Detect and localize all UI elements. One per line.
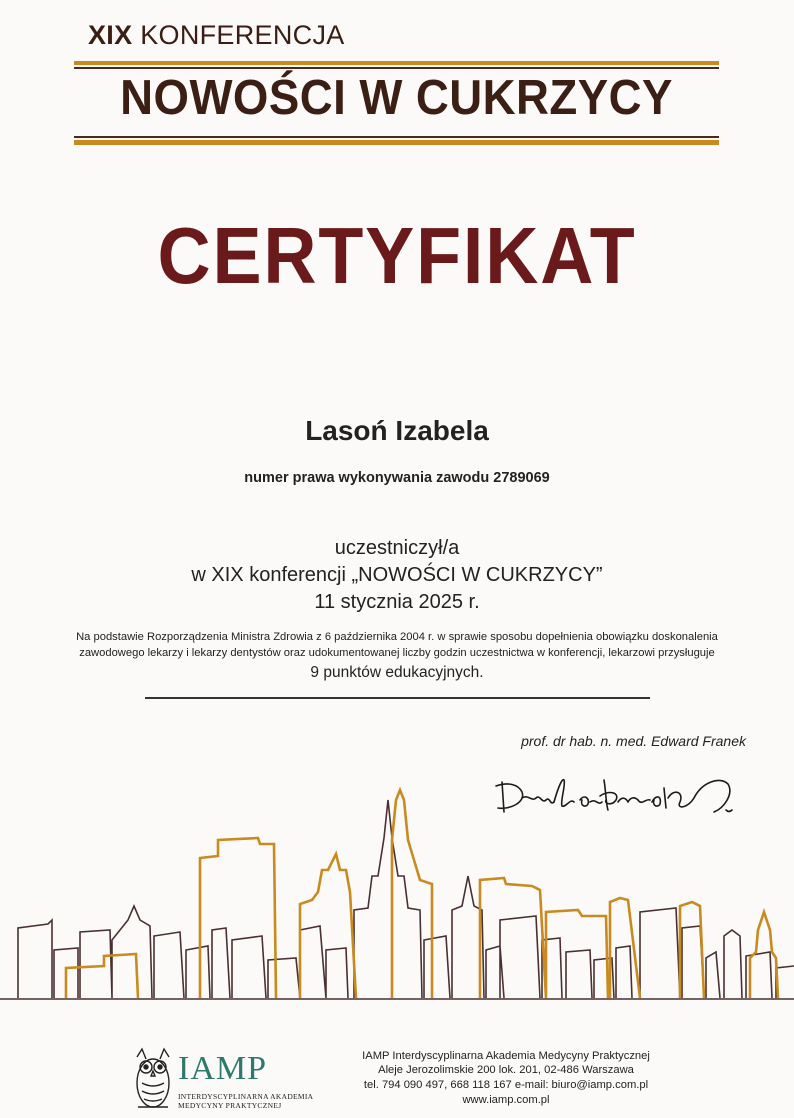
conference-number-heading — [88, 20, 345, 51]
header-bottom-gold-rule — [74, 140, 719, 145]
event-date: 11 stycznia 2025 r. — [314, 591, 480, 613]
conference-word: KONFERENCJA — [140, 20, 345, 50]
iamp-logo-subtitle-1: INTERDYSCYPLINARNA AKADEMIA — [178, 1092, 314, 1101]
organization-address: Aleje Jerozolimskie 200 lok. 201, 02-486 Warszawa — [378, 1064, 634, 1076]
signature-divider — [145, 697, 650, 699]
legal-text-line-2: zawodowego lekarzy i lekarzy dentystów oraz udokumentowanej liczby godzin uczestnictwa w konferencji, lekarzowi przysługuje — [79, 647, 715, 659]
header-bottom-dark-rule — [74, 136, 719, 138]
warsaw-skyline-illustration — [0, 780, 794, 1000]
conference-title: NOWOŚCI W CUKRZYCY — [120, 71, 673, 125]
organization-name: IAMP Interdyscyplinarna Akademia Medycyny Praktycznej — [362, 1050, 650, 1062]
owl-icon — [130, 1045, 176, 1111]
signer-name: prof. dr hab. n. med. Edward Franek — [521, 733, 746, 749]
iamp-logo-text: IAMP — [178, 1050, 268, 1087]
recipient-name: Lasoń Izabela — [305, 415, 489, 446]
legal-basis-text — [50, 629, 744, 661]
iamp-logo-subtitle-2: MEDYCYNY PRAKTYCZNEJ — [178, 1101, 282, 1110]
education-points: 9 punktów edukacyjnych. — [310, 664, 484, 681]
organization-website[interactable]: www.iamp.com.pl — [462, 1094, 550, 1106]
license-number: numer prawa wykonywania zawodu 2789069 — [244, 470, 550, 486]
participation-line: uczestniczył/a — [334, 537, 460, 559]
organization-contact: tel. 794 090 497, 668 118 167 e-mail: biuro@iamp.com.pl — [363, 1079, 649, 1091]
certificate-title: CERTYFIKAT — [157, 211, 637, 300]
header-top-dark-rule — [74, 67, 719, 69]
conference-number: XIX — [88, 20, 133, 50]
conference-reference: w XIX konferencji „NOWOŚCI W CUKRZYCY” — [191, 564, 603, 586]
header-top-gold-rule — [74, 61, 719, 65]
legal-text-line-1: Na podstawie Rozporządzenia Ministra Zdrowia z 6 października 2004 r. w sprawie sposobu dopełnienia obowiązku doskonalenia — [76, 631, 718, 643]
